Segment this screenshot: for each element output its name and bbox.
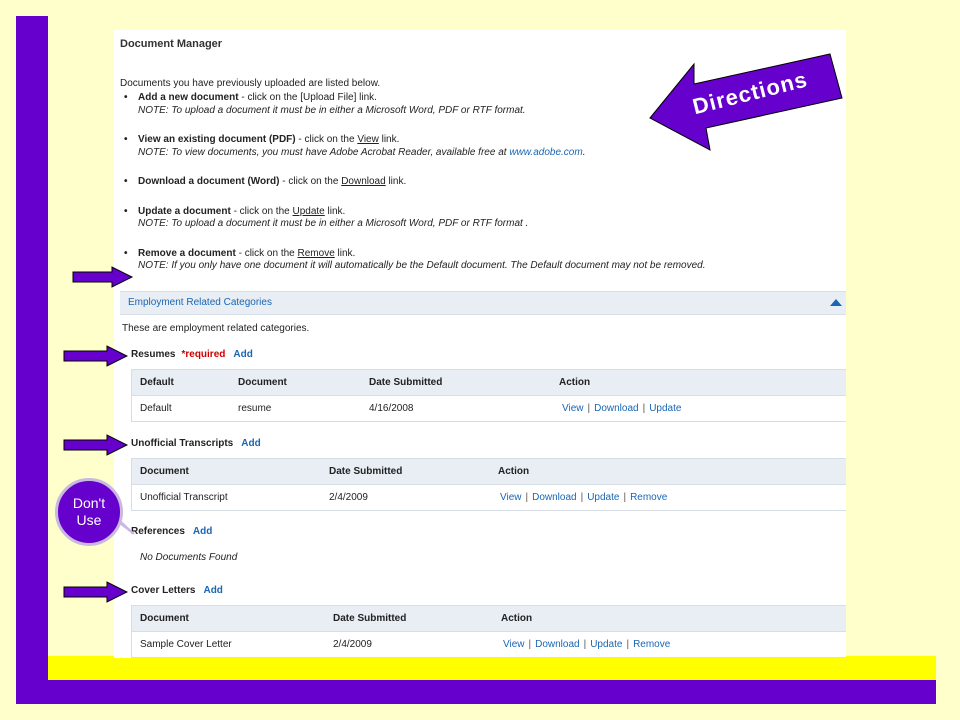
instruction-text: - click on the [Upload File] link. (238, 92, 377, 103)
action-cell: View | Download | Update | Remove (500, 492, 668, 503)
date-cell: 4/16/2008 (369, 403, 414, 414)
section-title: References (131, 526, 185, 537)
view-action[interactable]: View (503, 639, 525, 650)
view-action[interactable]: View (562, 403, 584, 414)
instruction-lead: View an existing document (PDF) (138, 134, 296, 145)
column-header: Action (498, 466, 530, 477)
cover-letters-table (131, 605, 846, 658)
column-header: Date Submitted (333, 613, 407, 624)
category-bar-label: Employment Related Categories (128, 297, 272, 308)
instruction-note: NOTE: To upload a document it must be in either a Microsoft Word, PDF or RTF format . (138, 218, 529, 229)
transcripts-table (131, 458, 846, 511)
default-cell: Default (140, 403, 172, 414)
directions-label: Directions (690, 66, 811, 120)
instruction-lead: Update a document (138, 205, 231, 217)
column-header: Action (501, 613, 533, 624)
column-header: Document (238, 377, 287, 388)
instruction-lead: Remove a document (138, 247, 236, 259)
table-row (132, 485, 846, 510)
instruction-text: link. (334, 247, 356, 259)
instruction-text: link. (385, 176, 407, 187)
document-cell: Unofficial Transcript (140, 492, 228, 503)
pointer-arrow-resumes-icon (63, 345, 129, 367)
column-header: Action (559, 377, 591, 388)
instruction-note: NOTE: To view documents, you must have Adobe Acrobat Reader, available free at (138, 146, 510, 158)
instruction-text: - click on the (230, 205, 293, 217)
slide-left-bar (16, 16, 48, 704)
remove-action[interactable]: Remove (630, 492, 668, 503)
pointer-arrow-cover-letters-icon (63, 581, 129, 603)
remove-link[interactable]: Remove (297, 247, 335, 259)
add-transcript-link[interactable]: Add (241, 438, 261, 449)
table-row (132, 396, 846, 421)
view-action[interactable]: View (500, 492, 522, 503)
column-header: Date Submitted (329, 466, 403, 477)
resumes-heading (131, 349, 253, 362)
update-action[interactable]: Update (590, 639, 623, 650)
references-heading (131, 526, 212, 539)
required-marker: *required (181, 349, 226, 360)
date-cell: 2/4/2009 (329, 492, 368, 503)
column-header: Date Submitted (369, 377, 443, 388)
section-title: Resumes (131, 349, 176, 360)
instruction-text: - click on the (295, 134, 358, 145)
table-row (132, 632, 846, 657)
adobe-link[interactable]: www.adobe.com (509, 146, 583, 158)
column-header: Default (140, 377, 174, 388)
category-description: These are employment related categories. (122, 323, 310, 334)
instruction-note: NOTE: If you only have one document it will automatically be the Default document. The Default document may not be removed. (138, 260, 706, 271)
instruction-text: - click on the (235, 247, 298, 259)
update-link[interactable]: Update (292, 205, 325, 217)
action-cell: View | Download | Update (562, 403, 682, 414)
intro-text: Documents you have previously uploaded are listed below. (120, 78, 381, 89)
pointer-arrow-transcripts-icon (63, 434, 129, 456)
slide-bottom-bar (16, 680, 936, 704)
instruction-text: - click on the (279, 176, 342, 187)
instruction-note: NOTE: To upload a document it must be in either a Microsoft Word, PDF or RTF format. (138, 104, 526, 116)
callout-text-line2: Use (76, 512, 102, 528)
resumes-table (131, 369, 846, 422)
cover-letters-heading (131, 585, 223, 598)
no-documents-message: No Documents Found (140, 552, 238, 563)
table-header (132, 606, 846, 632)
date-cell: 2/4/2009 (333, 639, 372, 650)
instruction-text: link. (324, 205, 346, 217)
instruction-download (124, 176, 824, 189)
section-title: Cover Letters (131, 585, 196, 596)
action-cell: View | Download | Update | Remove (503, 639, 671, 650)
column-header: Document (140, 466, 189, 477)
dont-use-callout (55, 478, 123, 546)
instruction-lead: Add a new document (138, 92, 239, 103)
view-link[interactable]: View (357, 134, 379, 145)
table-header (132, 459, 846, 485)
document-cell: resume (238, 403, 272, 414)
add-reference-link[interactable]: Add (192, 526, 213, 537)
download-action[interactable]: Download (532, 492, 577, 503)
instruction-lead: Download a document (Word) (138, 176, 280, 187)
add-cover-letter-link[interactable]: Add (203, 585, 223, 596)
transcripts-heading (131, 438, 261, 451)
slide-yellow-bar (48, 656, 936, 680)
download-action[interactable]: Download (594, 403, 639, 414)
download-link[interactable]: Download (341, 176, 386, 187)
page-title: Document Manager (120, 38, 223, 50)
callout-text-line1: Don't (72, 495, 106, 511)
instruction-remove (124, 248, 824, 273)
table-header (132, 370, 846, 396)
add-resume-link[interactable]: Add (233, 349, 253, 360)
instruction-note-end: . (582, 146, 586, 158)
instruction-update (124, 206, 824, 231)
pointer-arrow-note-icon (72, 266, 134, 288)
section-title: Unofficial Transcripts (131, 438, 234, 449)
document-cell: Sample Cover Letter (140, 639, 232, 650)
column-header: Document (140, 613, 189, 624)
collapse-triangle-icon[interactable] (830, 299, 842, 306)
category-bar[interactable] (120, 291, 846, 315)
remove-action[interactable]: Remove (633, 639, 671, 650)
update-action[interactable]: Update (649, 403, 682, 414)
instruction-text: link. (378, 134, 400, 145)
download-action[interactable]: Download (535, 639, 580, 650)
update-action[interactable]: Update (587, 492, 620, 503)
